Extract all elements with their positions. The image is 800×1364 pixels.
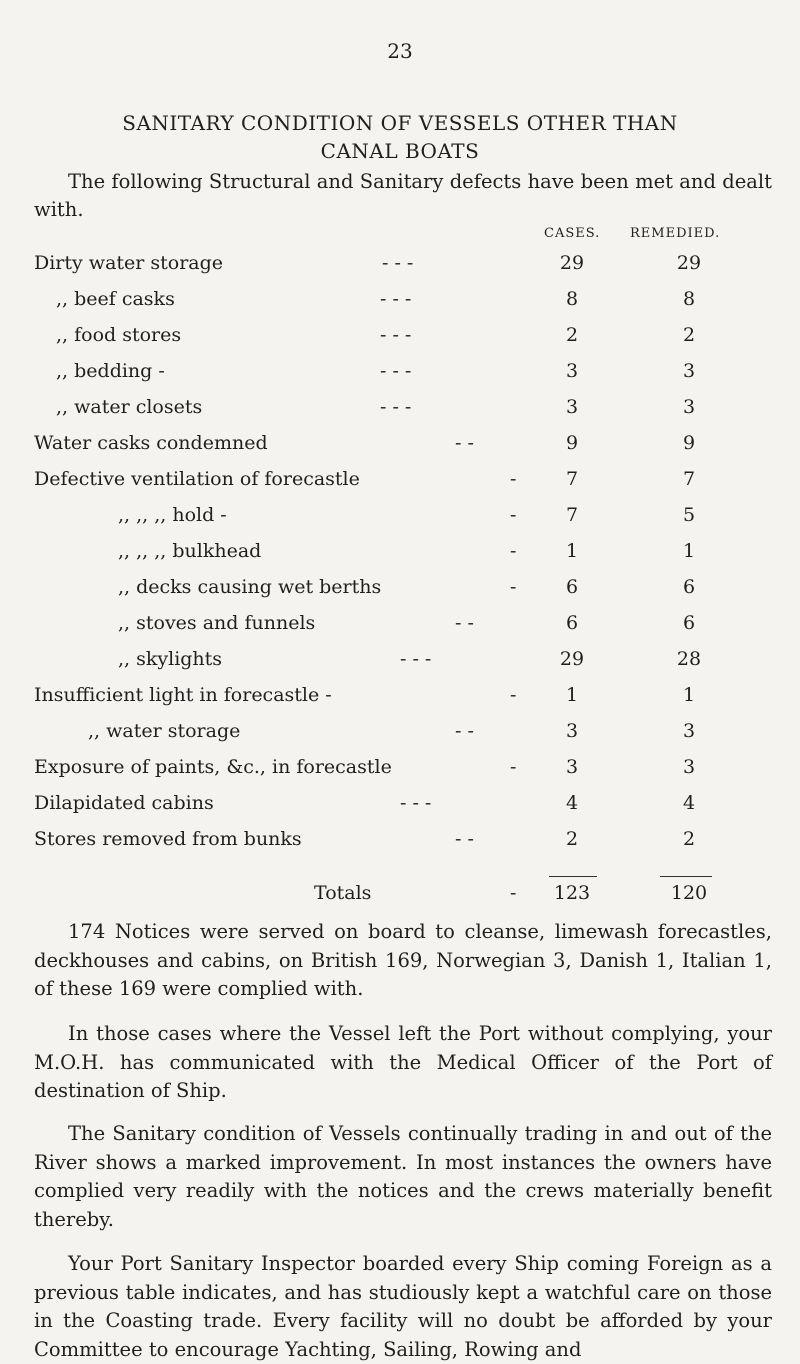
table-row <box>0 612 800 638</box>
row-label: Insufficient light in forecastle - <box>34 684 332 706</box>
totals-rule-cases <box>549 876 597 877</box>
row-remedied: 3 <box>682 720 696 742</box>
row-remedied: 5 <box>682 504 696 526</box>
row-dashes: - - <box>455 720 474 742</box>
row-remedied: 9 <box>682 432 696 454</box>
row-label: Dilapidated cabins <box>34 792 214 814</box>
row-remedied: 2 <box>682 324 696 346</box>
table-row <box>0 432 800 458</box>
table-row <box>0 720 800 746</box>
row-cases: 1 <box>565 540 579 562</box>
row-cases: 2 <box>565 324 579 346</box>
row-cases: 9 <box>565 432 579 454</box>
table-row <box>0 792 800 818</box>
row-remedied: 7 <box>682 468 696 490</box>
cases-column-header: CASES. <box>544 226 601 241</box>
row-label: ,, beef casks <box>56 288 175 310</box>
row-dashes: - - - <box>380 396 412 418</box>
table-row <box>0 576 800 602</box>
row-dashes: - <box>510 468 517 490</box>
row-label: ,, water storage <box>88 720 241 742</box>
non-compliance-paragraph: In those cases where the Vessel left the Port without complying, your M.O.H. has communicated with the Medical Officer of the Port of destination of Ship. <box>34 1022 772 1102</box>
row-cases: 3 <box>565 720 579 742</box>
row-cases: 1 <box>565 684 579 706</box>
row-cases: 6 <box>565 576 579 598</box>
row-dashes: - <box>510 540 517 562</box>
totals-cases: 123 <box>553 882 591 904</box>
row-remedied: 4 <box>682 792 696 814</box>
row-remedied: 1 <box>682 684 696 706</box>
inspector-paragraph: Your Port Sanitary Inspector boarded every Ship coming Foreign as a previous table indicates, and has studiously kept a watchful care on those in the Coasting trade. Every facility will no doubt be afforded by your Committee to encourage Yachting, Sailing, Rowing and <box>34 1252 772 1361</box>
row-label: ,, decks causing wet berths <box>118 576 382 598</box>
totals-label: Totals <box>314 882 372 904</box>
row-dashes: - - - <box>382 252 414 274</box>
row-remedied: 6 <box>682 576 696 598</box>
row-dashes: - - - <box>380 288 412 310</box>
row-cases: 7 <box>565 468 579 490</box>
row-cases: 4 <box>565 792 579 814</box>
row-dashes: - <box>510 504 517 526</box>
row-label: ,, food stores <box>56 324 182 346</box>
table-row <box>0 756 800 782</box>
row-dashes: - - <box>455 612 474 634</box>
table-row <box>0 540 800 566</box>
table-row <box>0 360 800 386</box>
page-title-line-1: SANITARY CONDITION OF VESSELS OTHER THAN <box>122 111 678 135</box>
page-title-line-2: CANAL BOATS <box>320 139 480 163</box>
remedied-column-header: REMEDIED. <box>630 226 721 241</box>
row-dashes: - - - <box>380 324 412 346</box>
row-remedied: 3 <box>682 360 696 382</box>
page-number: 23 <box>387 39 413 63</box>
table-row <box>0 252 800 278</box>
table-row <box>0 468 800 494</box>
row-cases: 29 <box>559 252 585 274</box>
totals-dash: - <box>510 882 517 904</box>
row-label: ,, ,, ,, hold - <box>118 504 227 526</box>
row-cases: 3 <box>565 360 579 382</box>
table-row <box>0 828 800 854</box>
row-dashes: - - <box>455 828 474 850</box>
river-condition-paragraph: The Sanitary condition of Vessels continually trading in and out of the River shows a marked improvement. In most instances the owners have complied very readily with the notices and the crews materially benefit thereby. <box>34 1122 772 1231</box>
totals-row <box>0 882 800 908</box>
totals-rule-remedied <box>660 876 712 877</box>
row-cases: 6 <box>565 612 579 634</box>
row-remedied: 1 <box>682 540 696 562</box>
table-row <box>0 396 800 422</box>
row-label: Dirty water storage <box>34 252 224 274</box>
row-dashes: - <box>510 576 517 598</box>
totals-remedied: 120 <box>670 882 708 904</box>
row-cases: 8 <box>565 288 579 310</box>
row-cases: 7 <box>565 504 579 526</box>
row-cases: 3 <box>565 396 579 418</box>
row-dashes: - <box>510 756 517 778</box>
table-row <box>0 648 800 674</box>
row-remedied: 3 <box>682 756 696 778</box>
row-remedied: 2 <box>682 828 696 850</box>
table-row <box>0 684 800 710</box>
row-label: Stores removed from bunks <box>34 828 302 850</box>
row-label: ,, stoves and funnels <box>118 612 316 634</box>
row-label: ,, ,, ,, bulkhead <box>118 540 262 562</box>
row-cases: 2 <box>565 828 579 850</box>
row-remedied: 28 <box>676 648 702 670</box>
row-label: ,, water closets <box>56 396 203 418</box>
row-dashes: - - - <box>400 648 432 670</box>
intro-paragraph: The following Structural and Sanitary defects have been met and dealt with. <box>34 170 772 221</box>
notices-paragraph: 174 Notices were served on board to cleanse, limewash forecastles, deckhouses and cabins, on British 169, Norwegian 3, Danish 1, Italian 1, of these 169 were complied with. <box>34 920 772 1000</box>
row-remedied: 8 <box>682 288 696 310</box>
row-dashes: - <box>510 684 517 706</box>
row-label: ,, bedding - <box>56 360 165 382</box>
row-remedied: 29 <box>676 252 702 274</box>
row-dashes: - - <box>455 432 474 454</box>
row-label: ,, skylights <box>118 648 223 670</box>
table-row <box>0 324 800 350</box>
row-label: Water casks condemned <box>34 432 268 454</box>
row-dashes: - - - <box>400 792 432 814</box>
row-dashes: - - - <box>380 360 412 382</box>
row-remedied: 6 <box>682 612 696 634</box>
row-label: Exposure of paints, &c., in forecastle <box>34 756 392 778</box>
row-cases: 3 <box>565 756 579 778</box>
row-label: Defective ventilation of forecastle <box>34 468 360 490</box>
table-row <box>0 288 800 314</box>
table-row <box>0 504 800 530</box>
row-cases: 29 <box>559 648 585 670</box>
row-remedied: 3 <box>682 396 696 418</box>
